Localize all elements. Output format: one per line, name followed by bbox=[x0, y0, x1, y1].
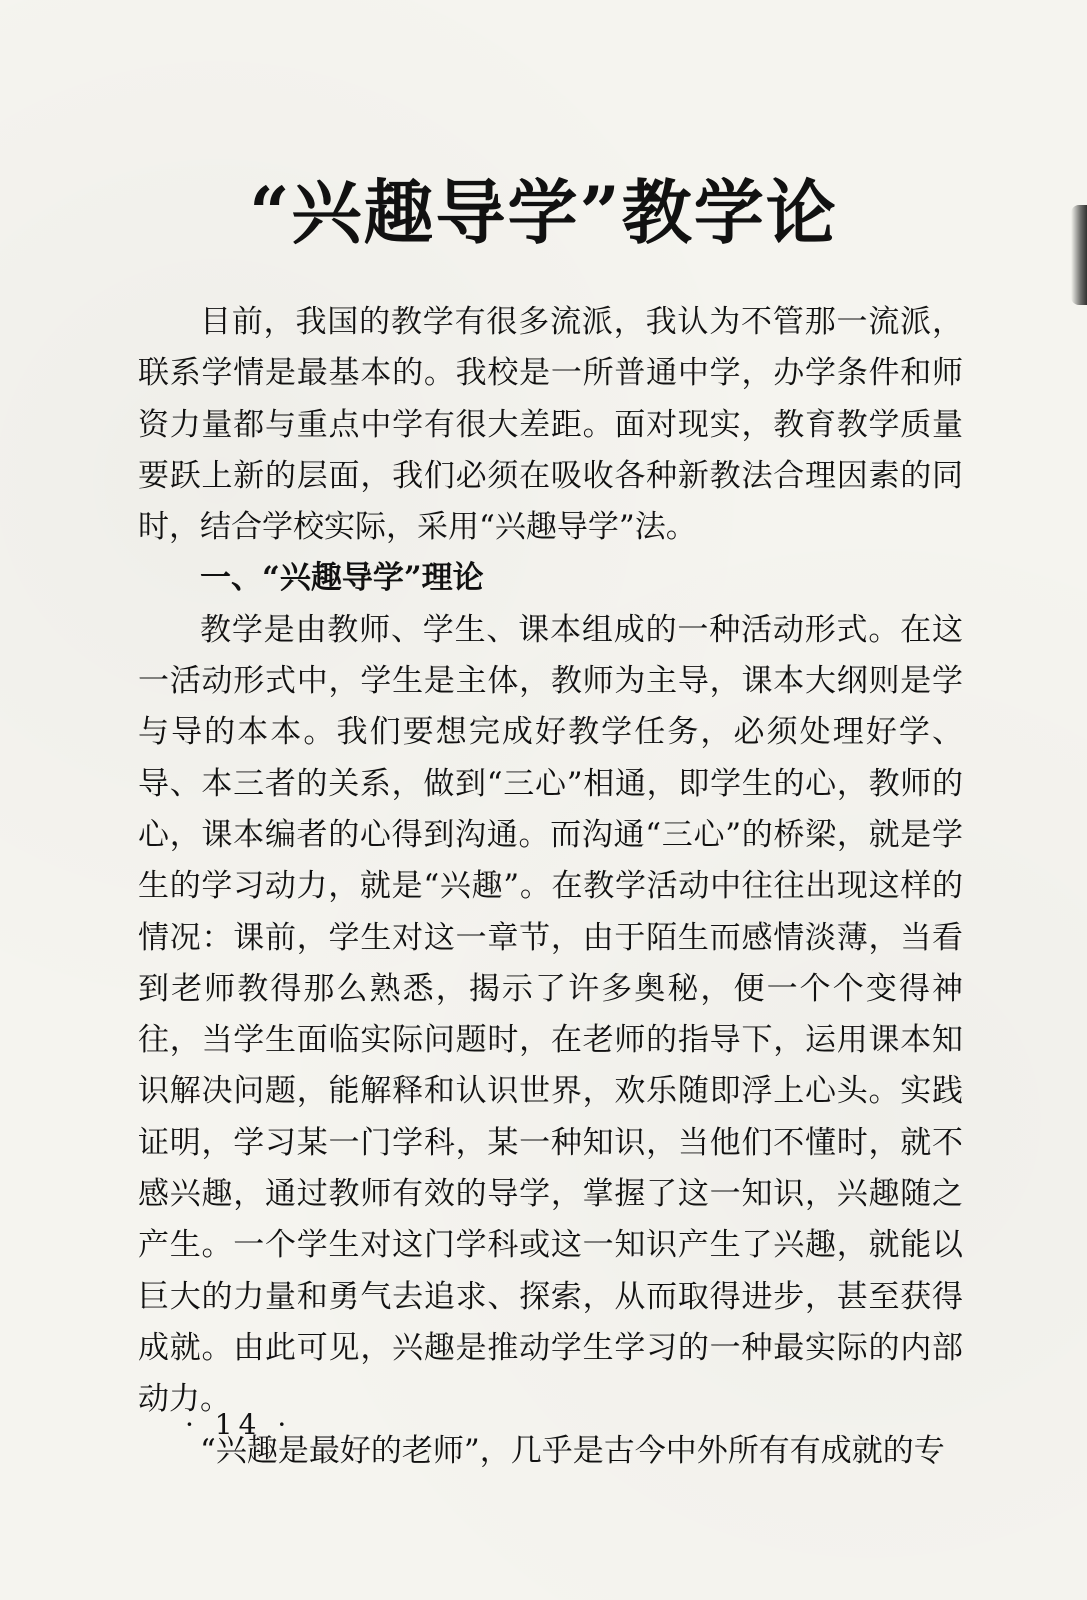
paragraph-continued: “兴趣是最好的老师”，几乎是古今中外所有有成就的专 bbox=[200, 1432, 945, 1469]
section-heading: 一、“兴趣导学”理论 bbox=[200, 560, 484, 597]
paragraph-intro: 目前，我国的教学有很多流派，我认为不管那一流派，联系学情是最基本的。我校是一所普通中学，办学条件和师资力量都与重点中学有很大差距。面对现实，教育教学质量要跃上新的层面，我们必须在吸收各种新教法合理因素的同时，结合学校实际，采用“兴趣导学”法。 bbox=[138, 304, 963, 546]
page-number: · 14 · bbox=[185, 1408, 293, 1441]
paragraph-theory: 教学是由教师、学生、课本组成的一种活动形式。在这一活动形式中，学生是主体，教师为主导，课本大纲则是学与导的本本。我们要想完成好教学任务，必须处理好学、导、本三者的关系，做到“三心”相通，即学生的心，教师的心，课本编者的心得到沟通。而沟通“三心”的桥梁，就是学生的学习动力，就是“兴趣”。在教学活动中往往出现这样的情况：课前，学生对这一章节，由于陌生而感情淡薄，当看到老师教得那么熟悉，揭示了许多奥秘，便一个个变得神往，当学生面临实际问题时，在老师的指导下，运用课本知识解决问题，能解释和认识世界，欢乐随即浮上心头。实践证明，学习某一门学科，某一种知识，当他们不懂时，就不感兴趣，通过教师有效的导学，掌握了这一知识，兴趣随之产生。一个学生对这门学科或这一知识产生了兴趣，就能以巨大的力量和勇气去追求、探索，从而取得进步，甚至获得成就。由此可见，兴趣是推动学生学习的一种最实际的内部动力。 bbox=[138, 611, 963, 1418]
body-text bbox=[138, 297, 963, 1477]
chapter-title: “兴趣导学”教学论 bbox=[249, 171, 838, 254]
